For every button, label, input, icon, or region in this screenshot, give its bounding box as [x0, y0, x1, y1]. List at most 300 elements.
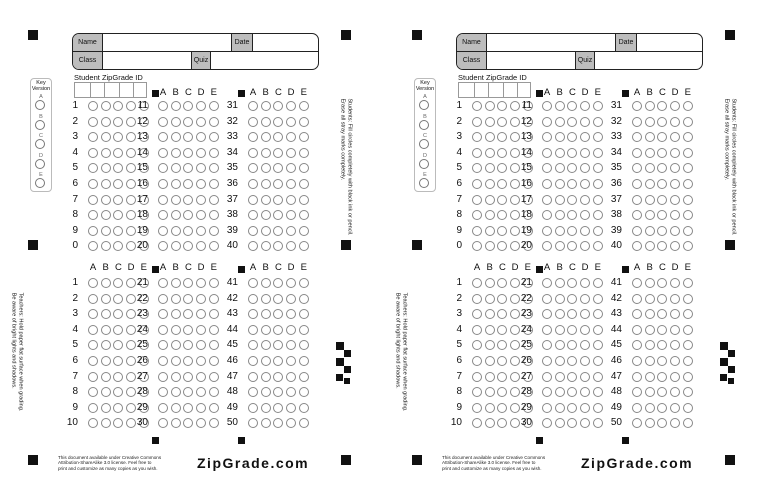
question-bubble[interactable]	[299, 278, 309, 288]
question-bubble[interactable]	[567, 325, 577, 335]
question-bubble[interactable]	[497, 403, 507, 413]
id-digit-bubble[interactable]	[113, 132, 123, 142]
question-bubble[interactable]	[158, 418, 168, 428]
question-bubble[interactable]	[542, 309, 552, 319]
question-bubble[interactable]	[196, 418, 206, 428]
key-version-bubble[interactable]	[35, 178, 45, 188]
question-bubble[interactable]	[542, 148, 552, 158]
question-bubble[interactable]	[542, 241, 552, 251]
question-bubble[interactable]	[196, 179, 206, 189]
question-bubble[interactable]	[171, 372, 181, 382]
question-bubble[interactable]	[657, 148, 667, 158]
id-digit-bubble[interactable]	[88, 195, 98, 205]
question-bubble[interactable]	[261, 117, 271, 127]
question-bubble[interactable]	[261, 163, 271, 173]
question-bubble[interactable]	[113, 372, 123, 382]
question-bubble[interactable]	[472, 325, 482, 335]
question-bubble[interactable]	[196, 132, 206, 142]
question-bubble[interactable]	[171, 278, 181, 288]
question-bubble[interactable]	[555, 226, 565, 236]
question-bubble[interactable]	[261, 179, 271, 189]
question-bubble[interactable]	[580, 403, 590, 413]
question-bubble[interactable]	[593, 101, 603, 111]
date-field[interactable]	[638, 34, 702, 51]
question-bubble[interactable]	[485, 418, 495, 428]
question-bubble[interactable]	[196, 148, 206, 158]
question-bubble[interactable]	[645, 309, 655, 319]
question-bubble[interactable]	[158, 163, 168, 173]
question-bubble[interactable]	[158, 226, 168, 236]
question-bubble[interactable]	[632, 117, 642, 127]
question-bubble[interactable]	[580, 101, 590, 111]
question-bubble[interactable]	[645, 294, 655, 304]
question-bubble[interactable]	[273, 210, 283, 220]
question-bubble[interactable]	[183, 195, 193, 205]
question-bubble[interactable]	[580, 117, 590, 127]
question-bubble[interactable]	[657, 210, 667, 220]
id-digit-bubble[interactable]	[497, 179, 507, 189]
question-bubble[interactable]	[632, 387, 642, 397]
question-bubble[interactable]	[567, 278, 577, 288]
question-bubble[interactable]	[209, 210, 219, 220]
key-version-bubble[interactable]	[419, 159, 429, 169]
id-digit-bubble[interactable]	[88, 226, 98, 236]
question-bubble[interactable]	[555, 163, 565, 173]
question-bubble[interactable]	[171, 387, 181, 397]
id-digit-bubble[interactable]	[485, 163, 495, 173]
question-bubble[interactable]	[580, 163, 590, 173]
question-bubble[interactable]	[196, 195, 206, 205]
id-digit-bubble[interactable]	[101, 179, 111, 189]
question-bubble[interactable]	[286, 356, 296, 366]
question-bubble[interactable]	[567, 148, 577, 158]
question-bubble[interactable]	[632, 372, 642, 382]
question-bubble[interactable]	[472, 372, 482, 382]
question-bubble[interactable]	[88, 418, 98, 428]
question-bubble[interactable]	[670, 101, 680, 111]
question-bubble[interactable]	[171, 294, 181, 304]
question-bubble[interactable]	[542, 294, 552, 304]
key-version-bubble[interactable]	[419, 120, 429, 130]
question-bubble[interactable]	[542, 387, 552, 397]
question-bubble[interactable]	[555, 325, 565, 335]
question-bubble[interactable]	[101, 418, 111, 428]
question-bubble[interactable]	[683, 210, 693, 220]
question-bubble[interactable]	[580, 418, 590, 428]
question-bubble[interactable]	[171, 117, 181, 127]
question-bubble[interactable]	[645, 117, 655, 127]
question-bubble[interactable]	[657, 356, 667, 366]
question-bubble[interactable]	[273, 387, 283, 397]
question-bubble[interactable]	[261, 294, 271, 304]
question-bubble[interactable]	[286, 117, 296, 127]
question-bubble[interactable]	[645, 372, 655, 382]
question-bubble[interactable]	[209, 226, 219, 236]
question-bubble[interactable]	[567, 294, 577, 304]
question-bubble[interactable]	[286, 403, 296, 413]
question-bubble[interactable]	[286, 278, 296, 288]
question-bubble[interactable]	[683, 325, 693, 335]
question-bubble[interactable]	[171, 163, 181, 173]
name-field[interactable]	[487, 34, 615, 51]
question-bubble[interactable]	[273, 179, 283, 189]
question-bubble[interactable]	[683, 309, 693, 319]
question-bubble[interactable]	[101, 309, 111, 319]
id-digit-bubble[interactable]	[485, 226, 495, 236]
question-bubble[interactable]	[273, 294, 283, 304]
question-bubble[interactable]	[209, 163, 219, 173]
question-bubble[interactable]	[497, 372, 507, 382]
id-digit-bubble[interactable]	[497, 117, 507, 127]
question-bubble[interactable]	[261, 148, 271, 158]
question-bubble[interactable]	[645, 418, 655, 428]
question-bubble[interactable]	[580, 210, 590, 220]
question-bubble[interactable]	[248, 309, 258, 319]
question-bubble[interactable]	[555, 340, 565, 350]
id-digit-bubble[interactable]	[113, 179, 123, 189]
question-bubble[interactable]	[670, 418, 680, 428]
question-bubble[interactable]	[248, 179, 258, 189]
question-bubble[interactable]	[101, 325, 111, 335]
question-bubble[interactable]	[299, 325, 309, 335]
question-bubble[interactable]	[261, 309, 271, 319]
question-bubble[interactable]	[286, 325, 296, 335]
question-bubble[interactable]	[593, 294, 603, 304]
id-digit-bubble[interactable]	[113, 148, 123, 158]
question-bubble[interactable]	[158, 195, 168, 205]
question-bubble[interactable]	[88, 403, 98, 413]
question-bubble[interactable]	[657, 418, 667, 428]
question-bubble[interactable]	[645, 132, 655, 142]
question-bubble[interactable]	[171, 241, 181, 251]
question-bubble[interactable]	[632, 325, 642, 335]
question-bubble[interactable]	[273, 418, 283, 428]
question-bubble[interactable]	[286, 132, 296, 142]
question-bubble[interactable]	[593, 195, 603, 205]
question-bubble[interactable]	[567, 356, 577, 366]
question-bubble[interactable]	[209, 325, 219, 335]
key-version-bubble[interactable]	[419, 100, 429, 110]
question-bubble[interactable]	[567, 403, 577, 413]
id-digit-bubble[interactable]	[101, 195, 111, 205]
id-digit-bubble[interactable]	[101, 163, 111, 173]
question-bubble[interactable]	[555, 117, 565, 127]
question-bubble[interactable]	[209, 117, 219, 127]
quiz-field[interactable]	[212, 52, 318, 69]
question-bubble[interactable]	[497, 340, 507, 350]
question-bubble[interactable]	[497, 309, 507, 319]
quiz-field[interactable]	[596, 52, 702, 69]
question-bubble[interactable]	[248, 195, 258, 205]
question-bubble[interactable]	[88, 309, 98, 319]
question-bubble[interactable]	[567, 418, 577, 428]
question-bubble[interactable]	[542, 210, 552, 220]
question-bubble[interactable]	[555, 356, 565, 366]
question-bubble[interactable]	[261, 226, 271, 236]
question-bubble[interactable]	[158, 148, 168, 158]
question-bubble[interactable]	[88, 325, 98, 335]
question-bubble[interactable]	[273, 226, 283, 236]
question-bubble[interactable]	[593, 356, 603, 366]
question-bubble[interactable]	[261, 387, 271, 397]
question-bubble[interactable]	[171, 195, 181, 205]
question-bubble[interactable]	[101, 356, 111, 366]
question-bubble[interactable]	[632, 132, 642, 142]
question-bubble[interactable]	[299, 372, 309, 382]
question-bubble[interactable]	[542, 278, 552, 288]
question-bubble[interactable]	[567, 309, 577, 319]
question-bubble[interactable]	[657, 340, 667, 350]
question-bubble[interactable]	[273, 403, 283, 413]
question-bubble[interactable]	[683, 340, 693, 350]
question-bubble[interactable]	[183, 278, 193, 288]
id-digit-bubble[interactable]	[88, 101, 98, 111]
question-bubble[interactable]	[657, 132, 667, 142]
question-bubble[interactable]	[657, 278, 667, 288]
question-bubble[interactable]	[555, 278, 565, 288]
question-bubble[interactable]	[632, 309, 642, 319]
question-bubble[interactable]	[542, 403, 552, 413]
question-bubble[interactable]	[261, 101, 271, 111]
student-id-write-box[interactable]	[458, 82, 531, 98]
question-bubble[interactable]	[580, 309, 590, 319]
key-version-bubble[interactable]	[35, 120, 45, 130]
question-bubble[interactable]	[683, 278, 693, 288]
question-bubble[interactable]	[101, 294, 111, 304]
question-bubble[interactable]	[299, 163, 309, 173]
question-bubble[interactable]	[209, 356, 219, 366]
question-bubble[interactable]	[567, 132, 577, 142]
question-bubble[interactable]	[273, 309, 283, 319]
question-bubble[interactable]	[485, 309, 495, 319]
question-bubble[interactable]	[88, 356, 98, 366]
id-digit-bubble[interactable]	[113, 241, 123, 251]
question-bubble[interactable]	[299, 179, 309, 189]
question-bubble[interactable]	[299, 403, 309, 413]
question-bubble[interactable]	[580, 241, 590, 251]
question-bubble[interactable]	[683, 117, 693, 127]
question-bubble[interactable]	[657, 387, 667, 397]
key-version-bubble[interactable]	[419, 178, 429, 188]
question-bubble[interactable]	[632, 403, 642, 413]
question-bubble[interactable]	[183, 101, 193, 111]
id-digit-bubble[interactable]	[113, 210, 123, 220]
question-bubble[interactable]	[158, 356, 168, 366]
question-bubble[interactable]	[183, 117, 193, 127]
question-bubble[interactable]	[273, 372, 283, 382]
question-bubble[interactable]	[485, 403, 495, 413]
question-bubble[interactable]	[158, 241, 168, 251]
id-digit-bubble[interactable]	[113, 163, 123, 173]
id-digit-bubble[interactable]	[472, 132, 482, 142]
question-bubble[interactable]	[183, 132, 193, 142]
question-bubble[interactable]	[183, 325, 193, 335]
question-bubble[interactable]	[158, 179, 168, 189]
question-bubble[interactable]	[670, 403, 680, 413]
question-bubble[interactable]	[196, 241, 206, 251]
question-bubble[interactable]	[183, 372, 193, 382]
question-bubble[interactable]	[183, 387, 193, 397]
question-bubble[interactable]	[158, 372, 168, 382]
id-digit-bubble[interactable]	[88, 210, 98, 220]
question-bubble[interactable]	[683, 241, 693, 251]
question-bubble[interactable]	[196, 210, 206, 220]
id-digit-bubble[interactable]	[88, 163, 98, 173]
question-bubble[interactable]	[657, 179, 667, 189]
key-version-bubble[interactable]	[419, 139, 429, 149]
question-bubble[interactable]	[183, 340, 193, 350]
question-bubble[interactable]	[555, 403, 565, 413]
question-bubble[interactable]	[542, 163, 552, 173]
question-bubble[interactable]	[683, 372, 693, 382]
question-bubble[interactable]	[567, 372, 577, 382]
question-bubble[interactable]	[645, 163, 655, 173]
question-bubble[interactable]	[645, 278, 655, 288]
question-bubble[interactable]	[555, 101, 565, 111]
question-bubble[interactable]	[645, 387, 655, 397]
question-bubble[interactable]	[209, 340, 219, 350]
question-bubble[interactable]	[632, 294, 642, 304]
question-bubble[interactable]	[299, 309, 309, 319]
question-bubble[interactable]	[555, 210, 565, 220]
question-bubble[interactable]	[657, 372, 667, 382]
question-bubble[interactable]	[683, 403, 693, 413]
id-digit-bubble[interactable]	[101, 226, 111, 236]
question-bubble[interactable]	[158, 294, 168, 304]
question-bubble[interactable]	[113, 325, 123, 335]
id-digit-bubble[interactable]	[101, 241, 111, 251]
question-bubble[interactable]	[555, 372, 565, 382]
id-digit-bubble[interactable]	[88, 132, 98, 142]
question-bubble[interactable]	[273, 340, 283, 350]
question-bubble[interactable]	[683, 195, 693, 205]
question-bubble[interactable]	[670, 163, 680, 173]
question-bubble[interactable]	[670, 387, 680, 397]
question-bubble[interactable]	[286, 210, 296, 220]
question-bubble[interactable]	[273, 356, 283, 366]
question-bubble[interactable]	[113, 278, 123, 288]
question-bubble[interactable]	[273, 132, 283, 142]
question-bubble[interactable]	[273, 101, 283, 111]
question-bubble[interactable]	[580, 294, 590, 304]
question-bubble[interactable]	[593, 241, 603, 251]
question-bubble[interactable]	[286, 226, 296, 236]
id-digit-bubble[interactable]	[472, 117, 482, 127]
question-bubble[interactable]	[632, 195, 642, 205]
question-bubble[interactable]	[683, 132, 693, 142]
class-field[interactable]	[487, 52, 575, 69]
question-bubble[interactable]	[158, 101, 168, 111]
question-bubble[interactable]	[645, 179, 655, 189]
question-bubble[interactable]	[299, 101, 309, 111]
question-bubble[interactable]	[542, 117, 552, 127]
question-bubble[interactable]	[657, 294, 667, 304]
question-bubble[interactable]	[485, 278, 495, 288]
question-bubble[interactable]	[158, 309, 168, 319]
question-bubble[interactable]	[657, 117, 667, 127]
question-bubble[interactable]	[158, 278, 168, 288]
question-bubble[interactable]	[273, 241, 283, 251]
question-bubble[interactable]	[171, 356, 181, 366]
question-bubble[interactable]	[248, 325, 258, 335]
question-bubble[interactable]	[485, 340, 495, 350]
question-bubble[interactable]	[555, 148, 565, 158]
id-digit-bubble[interactable]	[497, 226, 507, 236]
question-bubble[interactable]	[248, 418, 258, 428]
question-bubble[interactable]	[670, 372, 680, 382]
question-bubble[interactable]	[632, 163, 642, 173]
question-bubble[interactable]	[485, 294, 495, 304]
question-bubble[interactable]	[593, 278, 603, 288]
question-bubble[interactable]	[632, 179, 642, 189]
question-bubble[interactable]	[286, 101, 296, 111]
question-bubble[interactable]	[261, 340, 271, 350]
question-bubble[interactable]	[248, 132, 258, 142]
id-digit-bubble[interactable]	[485, 241, 495, 251]
question-bubble[interactable]	[286, 148, 296, 158]
question-bubble[interactable]	[286, 241, 296, 251]
question-bubble[interactable]	[196, 372, 206, 382]
id-digit-bubble[interactable]	[88, 148, 98, 158]
question-bubble[interactable]	[542, 340, 552, 350]
question-bubble[interactable]	[261, 132, 271, 142]
question-bubble[interactable]	[632, 356, 642, 366]
question-bubble[interactable]	[645, 195, 655, 205]
question-bubble[interactable]	[593, 226, 603, 236]
question-bubble[interactable]	[670, 148, 680, 158]
question-bubble[interactable]	[567, 340, 577, 350]
id-digit-bubble[interactable]	[113, 226, 123, 236]
question-bubble[interactable]	[593, 418, 603, 428]
question-bubble[interactable]	[196, 294, 206, 304]
question-bubble[interactable]	[209, 418, 219, 428]
question-bubble[interactable]	[261, 372, 271, 382]
question-bubble[interactable]	[183, 418, 193, 428]
question-bubble[interactable]	[485, 372, 495, 382]
question-bubble[interactable]	[261, 195, 271, 205]
question-bubble[interactable]	[683, 148, 693, 158]
id-digit-bubble[interactable]	[101, 132, 111, 142]
question-bubble[interactable]	[101, 340, 111, 350]
question-bubble[interactable]	[299, 241, 309, 251]
question-bubble[interactable]	[196, 356, 206, 366]
question-bubble[interactable]	[299, 294, 309, 304]
question-bubble[interactable]	[209, 294, 219, 304]
question-bubble[interactable]	[593, 148, 603, 158]
question-bubble[interactable]	[683, 387, 693, 397]
question-bubble[interactable]	[670, 278, 680, 288]
question-bubble[interactable]	[286, 340, 296, 350]
question-bubble[interactable]	[683, 163, 693, 173]
question-bubble[interactable]	[286, 418, 296, 428]
question-bubble[interactable]	[209, 241, 219, 251]
question-bubble[interactable]	[683, 356, 693, 366]
question-bubble[interactable]	[209, 101, 219, 111]
question-bubble[interactable]	[299, 340, 309, 350]
question-bubble[interactable]	[171, 132, 181, 142]
question-bubble[interactable]	[683, 226, 693, 236]
date-field[interactable]	[254, 34, 318, 51]
question-bubble[interactable]	[261, 278, 271, 288]
question-bubble[interactable]	[593, 372, 603, 382]
question-bubble[interactable]	[248, 163, 258, 173]
question-bubble[interactable]	[645, 241, 655, 251]
question-bubble[interactable]	[645, 101, 655, 111]
question-bubble[interactable]	[113, 309, 123, 319]
question-bubble[interactable]	[273, 278, 283, 288]
question-bubble[interactable]	[261, 241, 271, 251]
question-bubble[interactable]	[580, 372, 590, 382]
